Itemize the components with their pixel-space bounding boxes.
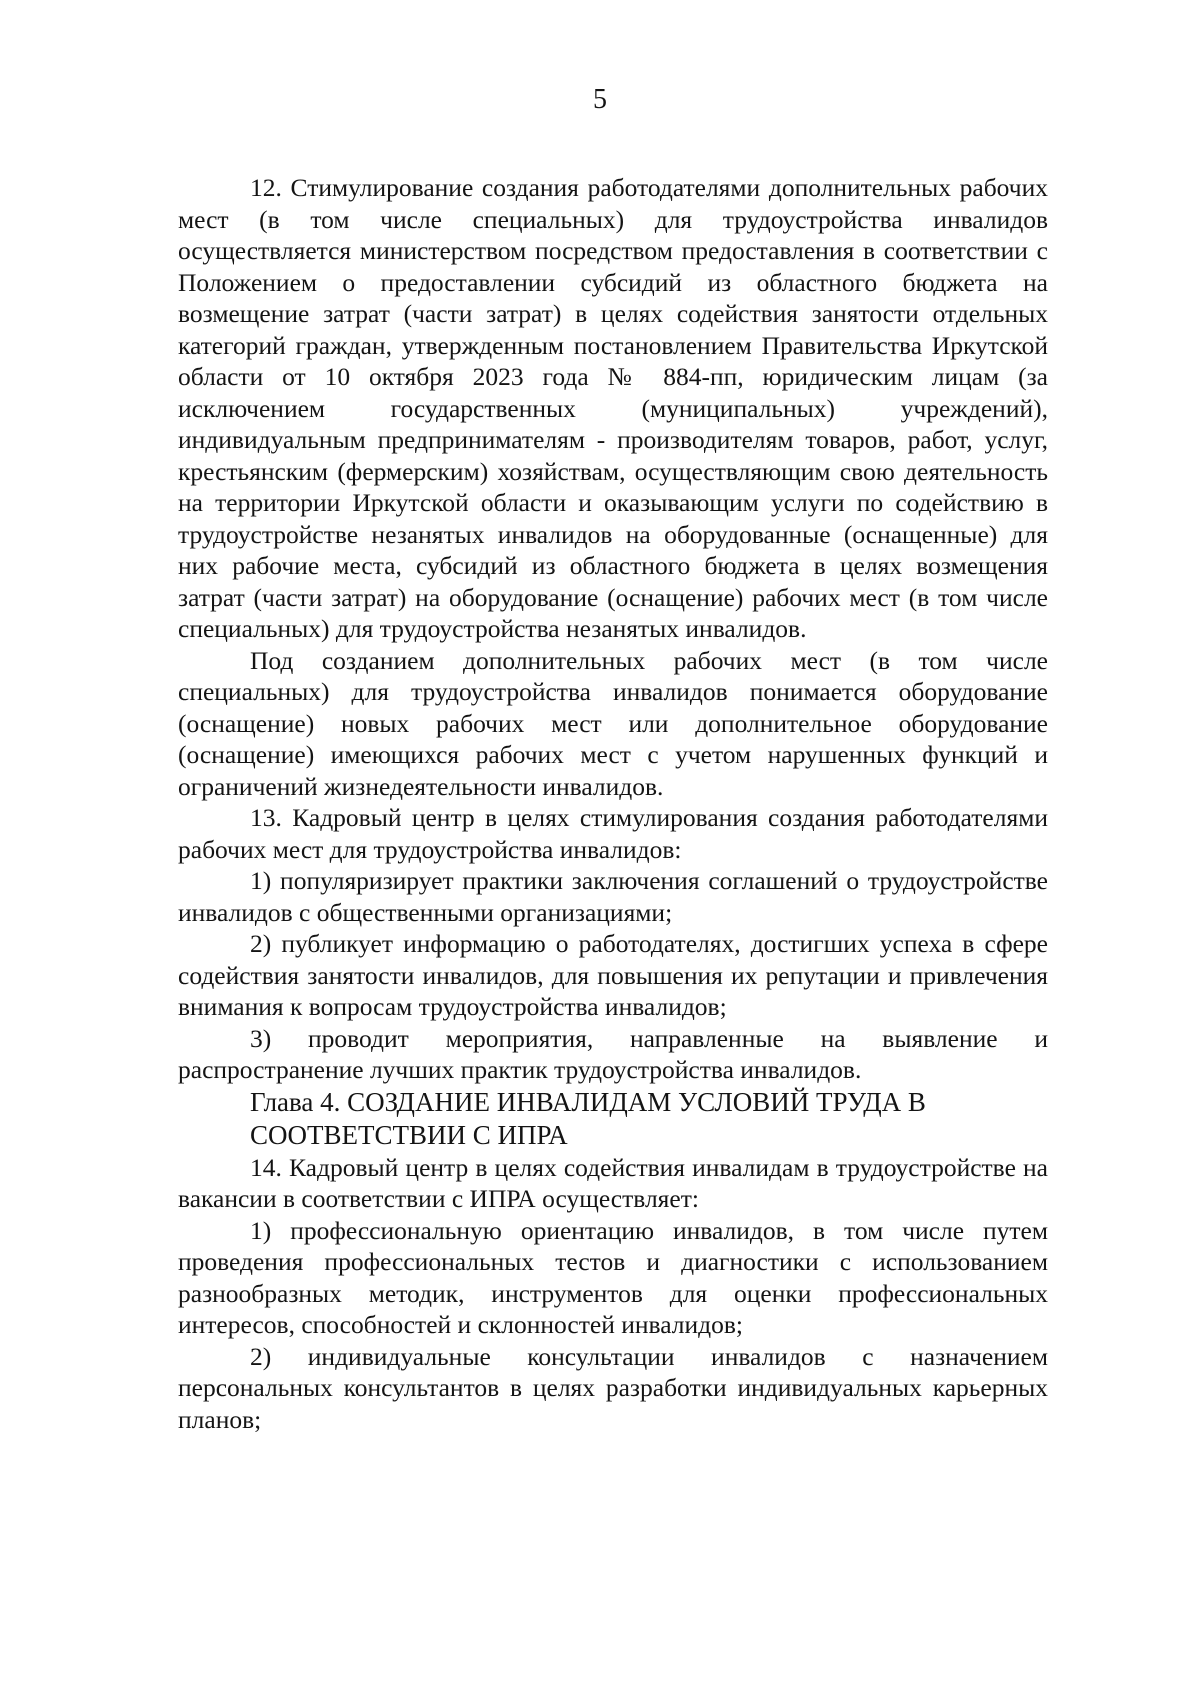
document-body [178,172,1048,1435]
list-item-14-2: 2) индивидуальные консультации инвалидов с назначением персональных консультантов в целях разработки индивидуальных карьерных планов; [178,1341,1048,1434]
list-item-13-2: 2) публикует информацию о работодателях, достигших успеха в сфере содействия занятости инвалидов, для повышения их репутации и привлечения внимания к вопросам трудоустройства инвалидов; [178,929,1048,1021]
chapter-heading-line-1: Глава 4. СОЗДАНИЕ ИНВАЛИДАМ УСЛОВИЙ ТРУДА В [250,1086,926,1117]
page-number: 5 [593,84,607,115]
chapter-heading [178,1086,1048,1152]
paragraph-14: 14. Кадровый центр в целях содействия инвалидам в трудоустройстве на вакансии в соответствии с ИПРА осуществляет: [178,1152,1048,1213]
list-item-14-1: 1) профессиональную ориентацию инвалидов, в том числе путем проведения профессиональных тестов и диагностики с использованием разнообразных методик, инструментов для оценки профессиональных интересов, способностей и склонностей инвалидов; [178,1215,1048,1339]
list-item-13-1: 1) популяризирует практики заключения соглашений о трудоустройстве инвалидов с общественными организациями; [178,866,1048,927]
list-item-13-3: 3) проводит мероприятия, направленные на выявление и распространение лучших практик трудоустройства инвалидов. [178,1023,1048,1084]
paragraph-13: 13. Кадровый центр в целях стимулирования создания работодателями рабочих мест для трудоустройства инвалидов: [178,803,1048,864]
paragraph-workplace-definition: Под созданием дополнительных рабочих мест (в том числе специальных) для трудоустройства инвалидов понимается оборудование (оснащение) новых рабочих мест или дополнительное оборудование (оснащение) имеющихся рабочих мест с учетом нарушенных функций и ограничений жизнедеятельности инвалидов. [178,645,1048,801]
chapter-heading-line-2: СООТВЕТСТВИИ С ИПРА [250,1119,568,1150]
paragraph-12: 12. Стимулирование создания работодателями дополнительных рабочих мест (в том числе специальных) для трудоустройства инвалидов осуществляется министерством посредством предоставления в соответствии с Положением о предоставлении субсидий из областного бюджета на возмещение затрат (части затрат) в целях содействия занятости отдельных категорий граждан, утвержденным постановлением Правительства Иркутской области от 10 октября 2023 года № 884-пп, юридическим лицам (за исключением государственных (муниципальных) учреждений), индивидуальным предпринимателям - производителям товаров, работ, услуг, крестьянским (фермерским) хозяйствам, осуществляющим свою деятельность на территории Иркутской области и оказывающим услуги по содействию в трудоустройстве незанятых инвалидов на оборудованные (оснащенные) для них рабочие места, субсидий из областного бюджета в целях возмещения затрат (части затрат) на оборудование (оснащение) рабочих мест (в том числе специальных) для трудоустройства незанятых инвалидов. [178,173,1048,643]
